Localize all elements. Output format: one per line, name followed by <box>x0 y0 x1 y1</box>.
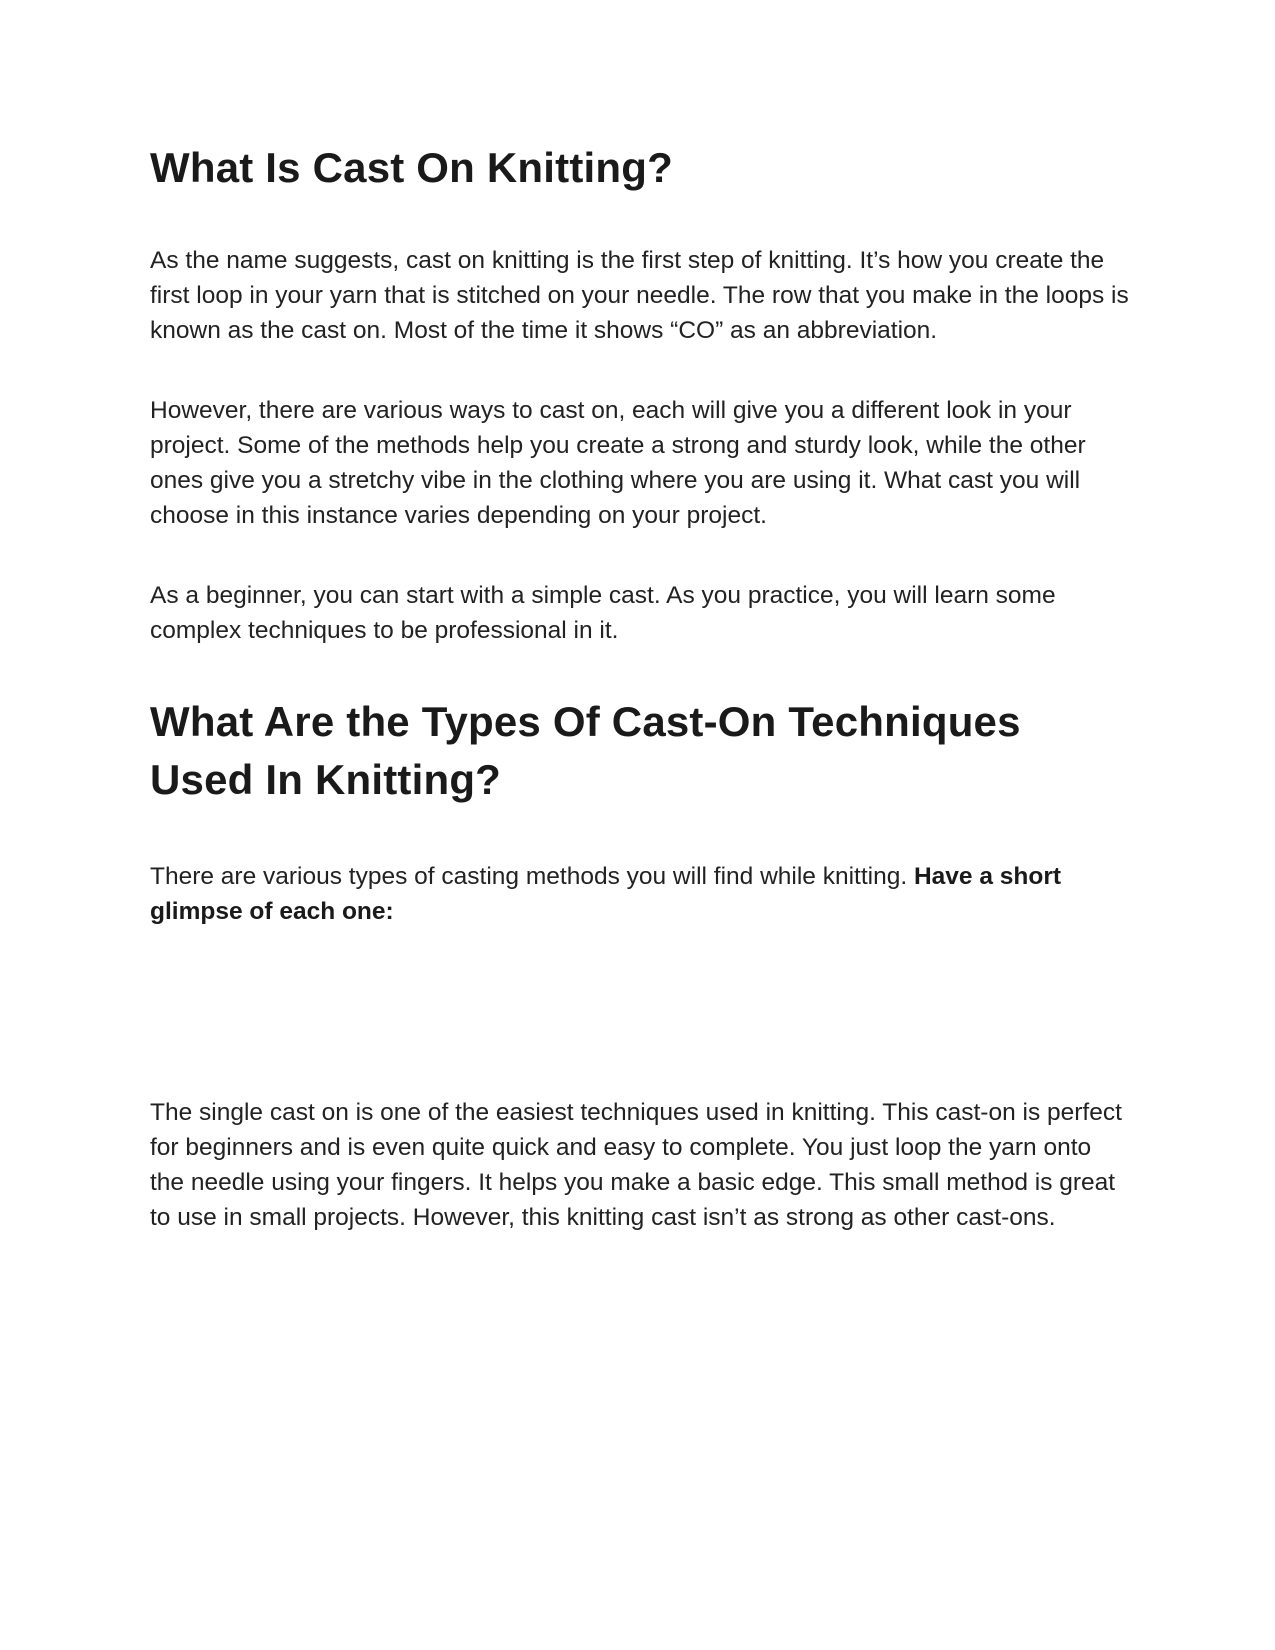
paragraph-types-intro <box>150 859 1130 929</box>
types-intro-bold: Have a short glimpse of each one: <box>150 863 1062 925</box>
section-heading-types: What Are the Types Of Cast-On Techniques Used In Knitting? <box>150 698 1021 803</box>
types-intro-text: There are various types of casting methods you will find while knitting. <box>150 863 908 890</box>
blank-gap <box>150 929 1130 1095</box>
paragraph-beginner: As a beginner, you can start with a simple cast. As you practice, you will learn some complex techniques to be professional in it. <box>150 582 1056 644</box>
section-heading-cast-on: What Is Cast On Knitting? <box>150 144 673 191</box>
paragraph-single-cast-on: The single cast on is one of the easiest techniques used in knitting. This cast-on is perfect for beginners and is even quite quick and easy to complete. You just loop the yarn onto the needle using your fingers. It helps you make a basic edge. This small method is great to use in small projects. However, this knitting cast isn’t as strong as other cast-ons. <box>150 1099 1122 1231</box>
paragraph-cast-on-ways: However, there are various ways to cast on, each will give you a different look in your project. Some of the methods help you create a strong and sturdy look, while the other ones give you a stretchy vibe in the clothing where you are using it. What cast you will choose in this instance varies depending on your project. <box>150 397 1086 529</box>
article-body <box>150 140 1130 1235</box>
paragraph-intro: As the name suggests, cast on knitting is the first step of knitting. It’s how you create the first loop in your yarn that is stitched on your needle. The row that you make in the loops is known as the cast on. Most of the time it shows “CO” as an abbreviation. <box>150 247 1129 344</box>
